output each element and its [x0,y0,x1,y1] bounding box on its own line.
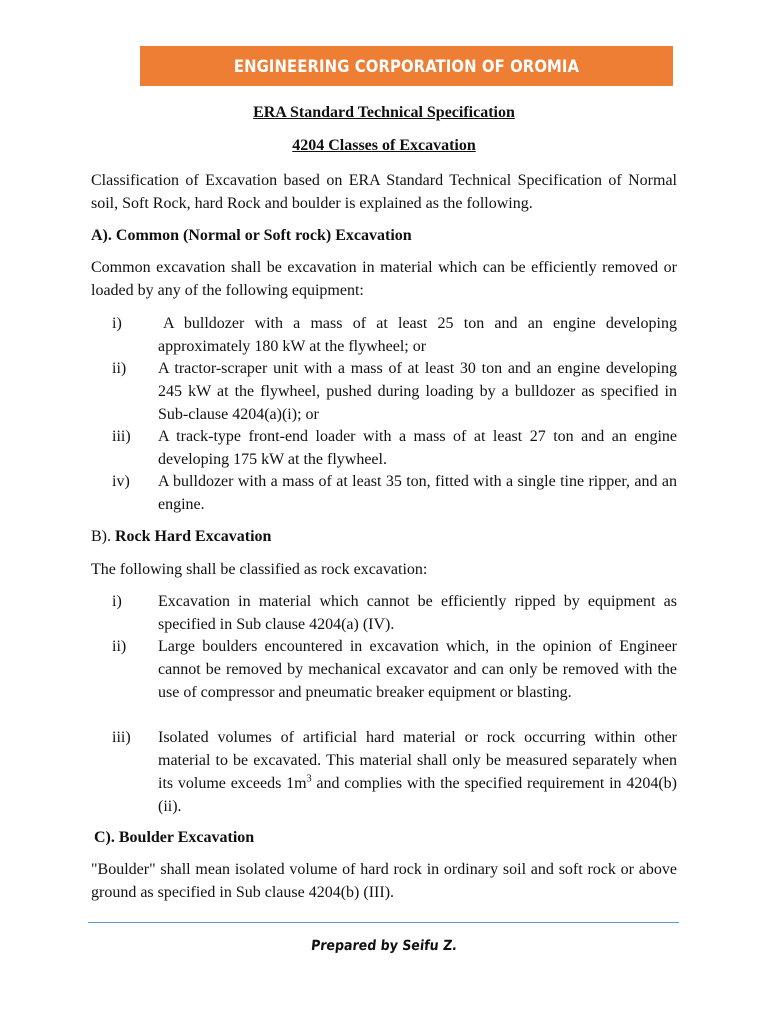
list-item [91,590,677,636]
list-item-number: iii) [112,428,131,445]
section-title: 4204 Classes of Excavation [292,137,476,154]
section-a-paragraph: Common excavation shall be excavation in material which can be efficiently removed or loaded by any of the following equipment: [91,259,677,299]
list-item [91,312,677,358]
section-c-paragraph: "Boulder" shall mean isolated volume of hard rock in ordinary soil and soft rock or above ground as specified in Sub clause 4204(b) (III). [91,861,677,901]
list-item-text: A tractor-scraper unit with a mass of at least 30 ton and an engine developing 245 kW at the flywheel, pushed during loading by a bulldozer as specified in Sub-clause 4204(a)(i); or [158,360,677,423]
list-item-text: A bulldozer with a mass of at least 35 ton, fitted with a single tine ripper, and an engine. [158,473,677,513]
footer-divider [88,922,679,923]
section-b-title: Rock Hard Excavation [115,528,272,545]
list-item-text-part: Isolated volumes of artificial hard material or rock occurring within other material to be excavated. This material shall only be measured separately when its volume exceeds 1m [158,729,677,792]
list-item-number: iv) [112,473,130,490]
superscript: 3 [306,773,312,785]
list-item [91,470,677,516]
list-item-text [158,726,677,818]
section-b-paragraph: The following shall be classified as rock excavation: [91,561,428,578]
list-item-text: A track-type front-end loader with a mass of at least 27 ton and an engine developing 175 kW at the flywheel. [158,428,677,468]
list-item-text: A bulldozer with a mass of at least 25 ton and an engine developing approximately 180 kW at the flywheel; or [158,315,677,355]
document-title: ERA Standard Technical Specification [253,104,515,121]
list-item-text: Large boulders encountered in excavation which, in the opinion of Engineer cannot be removed by mechanical excavator and can only be removed with the use of compressor and pneumatic breaker equipment or blasting. [158,638,677,701]
list-item-number: ii) [112,638,127,655]
list-item-number: i) [112,593,122,610]
list-item [91,726,677,818]
section-a-heading: A). Common (Normal or Soft rock) Excavation [91,227,412,244]
list-item [91,357,677,426]
list-item-number: iii) [112,729,131,746]
footer-credit: Prepared by Seifu Z. [310,938,458,954]
list-item-number: i) [112,315,122,332]
header-banner: ENGINEERING CORPORATION OF OROMIA [140,46,673,86]
section-c-heading: C). Boulder Excavation [94,829,255,846]
section-b-prefix: B). [91,528,111,545]
list-item [91,425,677,471]
section-b-heading [91,525,271,548]
list-item [91,635,677,704]
list-item-number: ii) [112,360,127,377]
list-item-text-part: and complies with the specified requirement in 4204(b) (ii). [158,775,677,815]
intro-paragraph: Classification of Excavation based on ERA Standard Technical Specification of Normal soil, Soft Rock, hard Rock and boulder is explained as the following. [91,172,677,212]
list-item-text: Excavation in material which cannot be efficiently ripped by equipment as specified in Sub clause 4204(a) (IV). [158,593,677,633]
